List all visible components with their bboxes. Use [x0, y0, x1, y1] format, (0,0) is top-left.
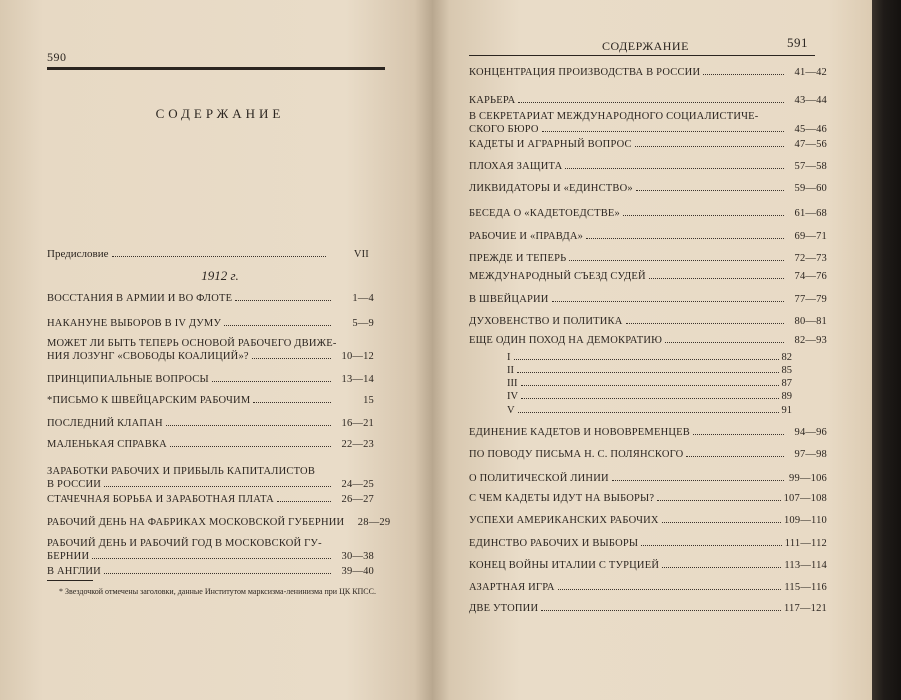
subsection-page: 89: [781, 391, 792, 402]
footnote: * Звездочкой отмечены заголовки, данные Институтом марксизма-ленинизма при ЦК КПСС.: [59, 587, 376, 596]
dot-leader: [514, 351, 779, 360]
toc-entry: [47, 438, 374, 451]
toc-entry: [47, 537, 374, 563]
entry-pages: 74—76: [794, 271, 827, 282]
entry-pages: 80—81: [794, 316, 827, 327]
entry-pages: 28—29: [357, 517, 391, 528]
dot-leader: [112, 248, 327, 257]
entry-pages: VII: [353, 249, 369, 260]
toc-entry: [47, 493, 374, 506]
dot-leader: [662, 514, 781, 523]
entry-title: ЕДИНЕНИЕ КАДЕТОВ И НОВОВРЕМЕНЦЕВ: [469, 427, 690, 438]
header-rule-left: [47, 67, 385, 70]
toc-entry: [469, 315, 827, 328]
dot-leader: [657, 492, 780, 501]
entry-pages: 61—68: [794, 208, 827, 219]
dot-leader: [665, 334, 784, 343]
dot-leader: [612, 472, 784, 481]
entry-pages: 57—58: [794, 161, 827, 172]
toc-entry: [47, 292, 374, 305]
entry-title: ЕЩЕ ОДИН ПОХОД НА ДЕМОКРАТИЮ: [469, 335, 663, 346]
dot-leader: [636, 182, 784, 191]
entry-pages: 47—56: [794, 139, 827, 150]
toc-entry: [469, 472, 827, 485]
dot-leader: [542, 123, 784, 132]
dot-leader: [518, 94, 784, 103]
dot-leader: [649, 270, 784, 279]
entry-title: СТАЧЕЧНАЯ БОРЬБА И ЗАРАБОТНАЯ ПЛАТА: [47, 494, 274, 505]
contents-title: СОДЕРЖАНИЕ: [155, 106, 285, 121]
subsection-page: 82: [781, 352, 792, 363]
dot-leader: [104, 565, 331, 574]
entry-title: БЕРНИИ: [47, 551, 90, 562]
dot-leader: [170, 438, 331, 447]
toc-entry: [47, 465, 374, 491]
toc-entry: [469, 110, 827, 136]
toc-entry: [469, 293, 827, 306]
entry-pages: 13—14: [341, 374, 374, 385]
toc-entry: [469, 230, 827, 243]
dot-leader: [641, 537, 782, 546]
toc-entry: [469, 160, 827, 173]
dot-leader: [518, 404, 779, 413]
toc-entry: [469, 270, 827, 283]
toc-subsection: [507, 404, 792, 417]
entry-pages: 59—60: [794, 183, 827, 194]
year-heading: 1912 г.: [201, 268, 239, 283]
dot-leader: [686, 448, 784, 457]
toc-entry-preface: [47, 248, 369, 261]
entry-pages: 39—40: [341, 566, 374, 577]
dot-leader: [521, 377, 779, 386]
entry-pages: 82—93: [794, 335, 827, 346]
toc-entry: [469, 581, 827, 594]
toc-entry: [469, 66, 827, 79]
dot-leader: [277, 493, 331, 502]
dot-leader: [552, 293, 784, 302]
entry-pages: 45—46: [794, 124, 827, 135]
entry-pages: 72—73: [794, 253, 827, 264]
entry-pages: 111—112: [784, 538, 827, 549]
toc-entry: [47, 516, 391, 529]
entry-pages: 109—110: [783, 515, 827, 526]
toc-entry: [469, 537, 827, 550]
entry-pages: 99—106: [789, 473, 827, 484]
entry-title: ПРИНЦИПИАЛЬНЫЕ ВОПРОСЫ: [47, 374, 209, 385]
entry-pages: 22—23: [341, 439, 374, 450]
entry-title: КАРЬЕРА: [469, 95, 516, 106]
toc-subsection: [507, 377, 792, 390]
entry-title: ДВЕ УТОПИИ: [469, 603, 539, 614]
right-page: [432, 0, 872, 700]
subsection-label: II: [507, 365, 514, 376]
subsection-page: 85: [781, 365, 792, 376]
left-page: [0, 0, 432, 700]
subsection-label: I: [507, 352, 511, 363]
dot-leader: [224, 317, 331, 326]
subsection-page: 87: [781, 378, 792, 389]
dot-leader: [703, 66, 784, 75]
entry-title: УСПЕХИ АМЕРИКАНСКИХ РАБОЧИХ: [469, 515, 659, 526]
toc-entry: [47, 565, 374, 578]
toc-entry: [469, 94, 827, 107]
book-cover-edge: [872, 0, 901, 700]
entry-title: МЕЖДУНАРОДНЫЙ СЪЕЗД СУДЕЙ: [469, 271, 646, 282]
entry-title-line: ЗАРАБОТКИ РАБОЧИХ И ПРИБЫЛЬ КАПИТАЛИСТОВ: [47, 466, 316, 477]
entry-title: КАДЕТЫ И АГРАРНЫЙ ВОПРОС: [469, 139, 632, 150]
dot-leader: [517, 364, 779, 373]
dot-leader: [235, 292, 331, 301]
dot-leader: [252, 350, 331, 359]
page-number-left: 590: [47, 50, 67, 64]
toc-entry: [47, 373, 374, 386]
dot-leader: [586, 230, 784, 239]
entry-pages: 115—116: [784, 582, 827, 593]
entry-title: ПРЕЖДЕ И ТЕПЕРЬ: [469, 253, 567, 264]
toc-subsection: [507, 390, 792, 403]
entry-title: В АНГЛИИ: [47, 566, 101, 577]
entry-title: В ШВЕЙЦАРИИ: [469, 294, 549, 305]
dot-leader: [212, 373, 331, 382]
subsection-label: III: [507, 378, 518, 389]
entry-title: РАБОЧИЕ И «ПРАВДА»: [469, 231, 584, 242]
dot-leader: [623, 207, 784, 216]
dot-leader: [626, 315, 784, 324]
dot-leader: [635, 138, 784, 147]
entry-title: РАБОЧИЙ ДЕНЬ НА ФАБРИКАХ МОСКОВСКОЙ ГУБЕРНИИ: [47, 517, 345, 528]
entry-title-line: В СЕКРЕТАРИАТ МЕЖДУНАРОДНОГО СОЦИАЛИСТИЧЕ-: [469, 111, 759, 122]
entry-title: СКОГО БЮРО: [469, 124, 539, 135]
toc-entry: [469, 138, 827, 151]
toc-entry: [469, 207, 827, 220]
toc-entry: [469, 602, 827, 615]
toc-subsection: [507, 351, 792, 364]
entry-pages: 94—96: [794, 427, 827, 438]
entry-pages: 24—25: [341, 479, 374, 490]
entry-title: ВОССТАНИЯ В АРМИИ И ВО ФЛОТЕ: [47, 293, 233, 304]
entry-title: В РОССИИ: [47, 479, 102, 490]
dot-leader: [565, 160, 784, 169]
dot-leader: [92, 550, 331, 559]
dot-leader: [569, 252, 784, 261]
entry-title: ЕДИНСТВО РАБОЧИХ И ВЫБОРЫ: [469, 538, 639, 549]
entry-title: ЛИКВИДАТОРЫ И «ЕДИНСТВО»: [469, 183, 633, 194]
subsection-label: IV: [507, 391, 519, 402]
entry-pages: 41—42: [794, 67, 827, 78]
footnote-rule: [47, 580, 93, 581]
entry-pages: 26—27: [341, 494, 374, 505]
entry-title: *ПИСЬМО К ШВЕЙЦАРСКИМ РАБОЧИМ: [47, 395, 251, 406]
entry-title: Предисловие: [47, 248, 109, 260]
running-head: СОДЕРЖАНИЕ: [602, 39, 689, 53]
entry-title: БЕСЕДА О «КАДЕТОЕДСТВЕ»: [469, 208, 620, 219]
dot-leader: [521, 390, 778, 399]
entry-pages: 16—21: [341, 418, 374, 429]
entry-title: ПО ПОВОДУ ПИСЬМА Н. С. ПОЛЯНСКОГО: [469, 449, 684, 460]
entry-title: КОНЦЕНТРАЦИЯ ПРОИЗВОДСТВА В РОССИИ: [469, 67, 701, 78]
entry-title: НАКАНУНЕ ВЫБОРОВ В IV ДУМУ: [47, 318, 222, 329]
entry-title-line: МОЖЕТ ЛИ БЫТЬ ТЕПЕРЬ ОСНОВОЙ РАБОЧЕГО ДВИЖЕ-: [47, 338, 337, 349]
toc-entry: [47, 417, 374, 430]
toc-entry: [469, 492, 827, 505]
entry-pages: 77—79: [794, 294, 827, 305]
dot-leader: [253, 394, 331, 403]
dot-leader: [558, 581, 782, 590]
toc-entry: [469, 448, 827, 461]
entry-title: ДУХОВЕНСТВО И ПОЛИТИКА: [469, 316, 623, 327]
entry-pages: 43—44: [794, 95, 827, 106]
toc-entry: [47, 394, 374, 407]
toc-entry: [469, 252, 827, 265]
toc-entry: [469, 514, 827, 527]
entry-pages: 113—114: [784, 560, 827, 571]
toc-entry: [47, 317, 374, 330]
toc-entry: [469, 559, 827, 572]
entry-pages: 5—9: [352, 318, 374, 329]
page-number-right: 591: [787, 35, 808, 50]
entry-title: ПЛОХАЯ ЗАЩИТА: [469, 161, 563, 172]
entry-pages: 15: [363, 395, 374, 406]
toc-entry: [47, 337, 374, 363]
entry-title: НИЯ ЛОЗУНГ «СВОБОДЫ КОАЛИЦИЙ»?: [47, 351, 249, 362]
entry-pages: 69—71: [794, 231, 827, 242]
dot-leader: [104, 478, 331, 487]
subsection-label: V: [507, 405, 515, 416]
entry-pages: 107—108: [783, 493, 827, 504]
dot-leader: [166, 417, 331, 426]
entry-title: С ЧЕМ КАДЕТЫ ИДУТ НА ВЫБОРЫ?: [469, 493, 655, 504]
toc-entry: [469, 426, 827, 439]
dot-leader: [693, 426, 784, 435]
entry-pages: 97—98: [794, 449, 827, 460]
entry-title: ПОСЛЕДНИЙ КЛАПАН: [47, 418, 163, 429]
entry-title-line: РАБОЧИЙ ДЕНЬ И РАБОЧИЙ ГОД В МОСКОВСКОЙ ГУ-: [47, 538, 322, 549]
subsection-page: 91: [781, 405, 792, 416]
entry-title: МАЛЕНЬКАЯ СПРАВКА: [47, 439, 167, 450]
entry-title: АЗАРТНАЯ ИГРА: [469, 582, 555, 593]
entry-pages: 30—38: [341, 551, 374, 562]
header-rule-right: [469, 55, 815, 56]
entry-pages: 10—12: [341, 351, 374, 362]
toc-entry: [469, 182, 827, 195]
toc-subsection: [507, 364, 792, 377]
entry-pages: 1—4: [352, 293, 374, 304]
dot-leader: [662, 559, 781, 568]
toc-entry: [469, 334, 827, 347]
entry-title: КОНЕЦ ВОЙНЫ ИТАЛИИ С ТУРЦИЕЙ: [469, 560, 660, 571]
entry-title: О ПОЛИТИЧЕСКОЙ ЛИНИИ: [469, 473, 609, 484]
dot-leader: [541, 602, 781, 611]
entry-pages: 117—121: [783, 603, 827, 614]
